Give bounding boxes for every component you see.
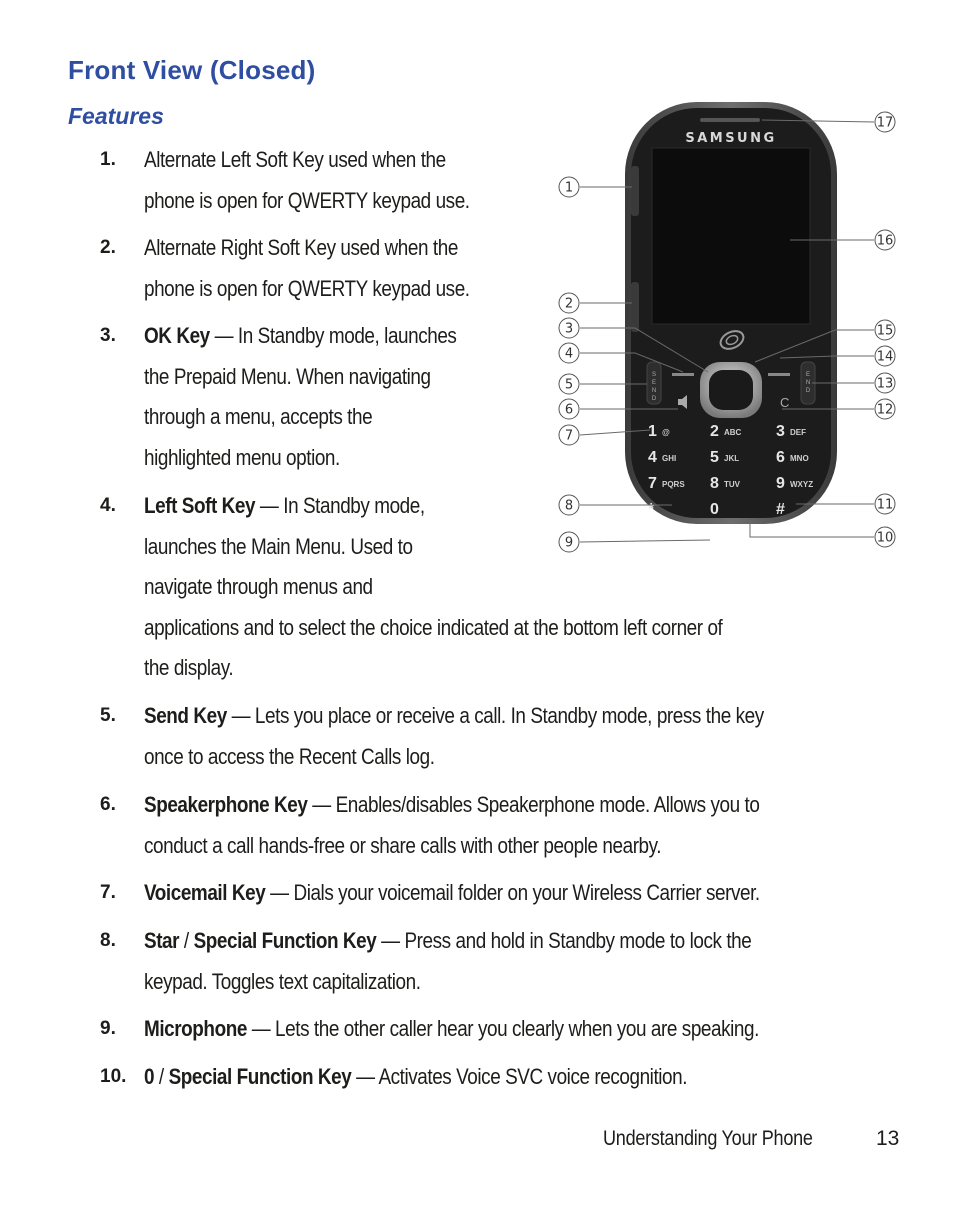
callout-number: 4 bbox=[564, 346, 574, 362]
key-letters: TUV bbox=[724, 480, 740, 489]
clear-key-icon[interactable]: C bbox=[780, 395, 790, 410]
key-digit: 0 bbox=[710, 501, 719, 518]
callout-number: 14 bbox=[876, 349, 894, 365]
callout-number: 11 bbox=[876, 497, 894, 513]
callout-number: 15 bbox=[876, 323, 894, 339]
callout-number: 16 bbox=[876, 233, 894, 249]
side-button-bottom bbox=[631, 282, 639, 332]
callout-leader-line bbox=[580, 540, 710, 542]
key-letters: JKL bbox=[724, 454, 740, 463]
callout-number: 10 bbox=[876, 530, 894, 546]
keypad-key[interactable] bbox=[776, 501, 785, 518]
callout-number: 2 bbox=[564, 296, 574, 312]
key-digit: 9 bbox=[776, 475, 785, 492]
phone-diagram bbox=[550, 100, 910, 560]
brand-logo: SAMSUNG bbox=[685, 131, 777, 146]
key-digit: 1 bbox=[648, 423, 657, 440]
key-digit: 5 bbox=[710, 449, 719, 466]
feature-text: Microphone — Lets the other caller hear you clearly when you are speaking. bbox=[144, 1016, 759, 1041]
key-digit: 4 bbox=[648, 449, 657, 466]
right-soft-key[interactable] bbox=[768, 373, 790, 376]
side-button-top bbox=[631, 166, 639, 216]
key-letters: WXYZ bbox=[790, 480, 814, 489]
feature-number: 4. bbox=[100, 495, 116, 516]
callout-number: 13 bbox=[876, 376, 894, 392]
keypad-key[interactable] bbox=[710, 501, 719, 518]
send-key-label: S E N D bbox=[651, 372, 657, 402]
feature-number: 10. bbox=[100, 1066, 127, 1087]
key-digit: # bbox=[776, 501, 785, 518]
callout-number: 3 bbox=[564, 321, 574, 337]
feature-text: Alternate Left Soft Key used when the phone is open for QWERTY keypad use. bbox=[144, 147, 470, 213]
footer-section-title: Understanding Your Phone bbox=[603, 1127, 813, 1150]
key-letters: ABC bbox=[724, 428, 742, 437]
ok-key[interactable] bbox=[709, 370, 753, 410]
feature-number: 7. bbox=[100, 882, 116, 903]
key-digit: 6 bbox=[776, 449, 785, 466]
callout-number: 7 bbox=[564, 428, 574, 444]
feature-number: 3. bbox=[100, 325, 116, 346]
feature-text: Send Key — Lets you place or receive a call. In Standby mode, press the key once to access the Recent Calls log. bbox=[144, 703, 764, 769]
key-digit: 7 bbox=[648, 475, 657, 492]
display-screen bbox=[652, 148, 810, 324]
feature-number: 6. bbox=[100, 794, 116, 815]
feature-number: 8. bbox=[100, 930, 116, 951]
end-key-label: E N D bbox=[805, 372, 811, 394]
feature-number: 5. bbox=[100, 705, 116, 726]
callout-number: 17 bbox=[876, 115, 894, 131]
feature-number: 1. bbox=[100, 149, 116, 170]
callout-number: 8 bbox=[564, 498, 574, 514]
key-digit: 8 bbox=[710, 475, 719, 492]
left-soft-key[interactable] bbox=[672, 373, 694, 376]
key-digit: 2 bbox=[710, 423, 719, 440]
callout-number: 6 bbox=[564, 402, 574, 418]
feature-number: 2. bbox=[100, 237, 116, 258]
feature-text: Voicemail Key — Dials your voicemail folder on your Wireless Carrier server. bbox=[144, 880, 760, 905]
callout-number: 12 bbox=[876, 402, 894, 418]
key-letters: @ bbox=[662, 428, 670, 437]
key-letters: DEF bbox=[790, 428, 806, 437]
feature-text: Alternate Right Soft Key used when the phone is open for QWERTY keypad use. bbox=[144, 235, 470, 301]
section-title: Features bbox=[68, 103, 164, 129]
phone-illustration bbox=[550, 100, 910, 560]
keypad-key[interactable] bbox=[648, 501, 655, 518]
earpiece bbox=[700, 118, 760, 122]
feature-number: 9. bbox=[100, 1018, 116, 1039]
key-digit: * bbox=[648, 501, 655, 518]
feature-text: 0 / Special Function Key — Activates Voice SVC voice recognition. bbox=[144, 1064, 688, 1089]
feature-text: Speakerphone Key — Enables/disables Speakerphone mode. Allows you to conduct a call hands-free or share calls with other people nearby. bbox=[144, 792, 760, 858]
footer-page-number: 13 bbox=[876, 1127, 900, 1150]
key-letters: MNO bbox=[790, 454, 809, 463]
callout-number: 1 bbox=[564, 180, 574, 196]
key-letters: GHI bbox=[662, 454, 677, 463]
key-letters: PQRS bbox=[662, 480, 685, 489]
page-title: Front View (Closed) bbox=[68, 55, 316, 85]
feature-text: Left Soft Key — In Standby mode, launches the Main Menu. Used to navigate through menus and applications and to select the choice indicated at the bottom left corner of the display. bbox=[144, 493, 723, 680]
key-digit: 3 bbox=[776, 423, 785, 440]
callout-number: 9 bbox=[564, 535, 574, 551]
feature-text: Star / Special Function Key — Press and hold in Standby mode to lock the keypad. Toggles text capitalization. bbox=[144, 928, 752, 994]
callout-number: 5 bbox=[564, 377, 574, 393]
feature-text: OK Key — In Standby mode, launches the Prepaid Menu. When navigating through a menu, accepts the highlighted menu option. bbox=[144, 323, 457, 470]
